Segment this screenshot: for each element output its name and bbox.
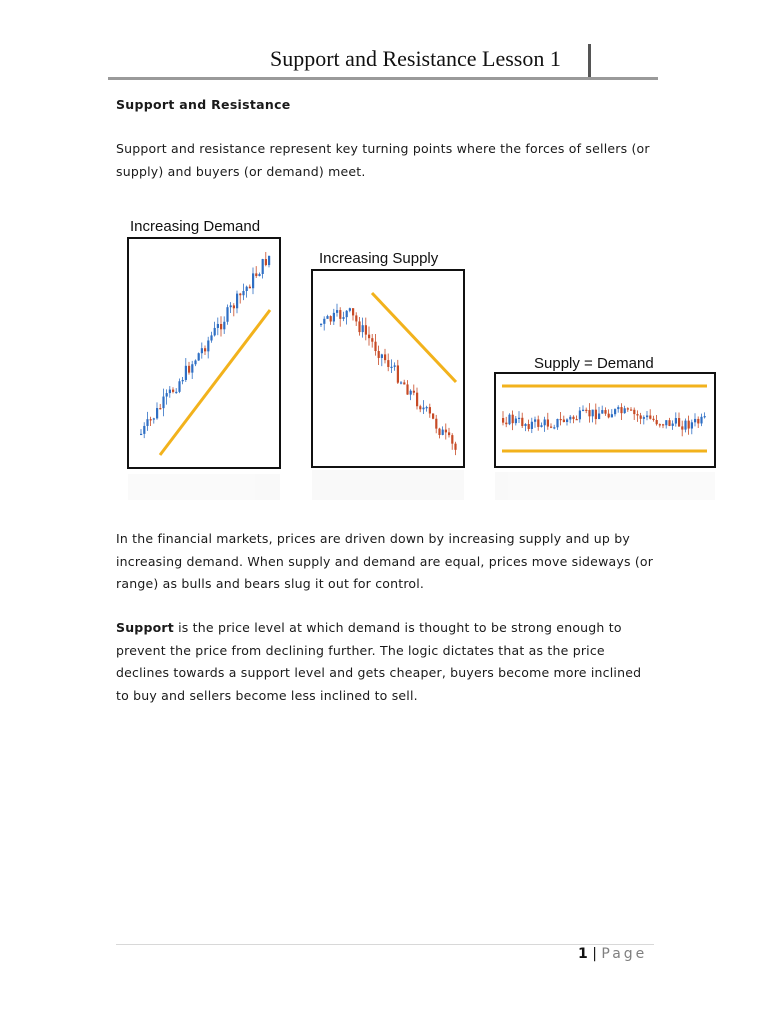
supply-candle bbox=[333, 313, 335, 322]
range-candle bbox=[620, 407, 622, 413]
demand-candle bbox=[255, 273, 257, 276]
range-candle bbox=[675, 418, 677, 424]
supply-candle bbox=[368, 335, 370, 339]
supply-candle bbox=[346, 311, 348, 317]
demand-candle bbox=[143, 426, 145, 434]
range-candle bbox=[544, 419, 546, 425]
supply-candle bbox=[320, 324, 322, 325]
supply-candle bbox=[365, 325, 367, 334]
supply-candle bbox=[394, 365, 396, 366]
support-term: Support bbox=[116, 620, 174, 635]
demand-candle bbox=[210, 335, 212, 340]
demand-candle bbox=[246, 287, 248, 291]
range-candle bbox=[662, 424, 664, 425]
range-candle bbox=[592, 410, 594, 417]
supply-candle bbox=[410, 391, 412, 395]
range-candle bbox=[521, 418, 523, 426]
range-candle bbox=[528, 424, 530, 429]
panel-title-supply-equals-demand: Supply = Demand bbox=[534, 355, 654, 372]
range-candle bbox=[697, 419, 699, 424]
demand-candle bbox=[153, 418, 155, 419]
range-candle bbox=[630, 410, 632, 411]
supply-candle bbox=[454, 444, 456, 450]
demand-candle bbox=[146, 419, 148, 426]
demand-candle bbox=[172, 390, 174, 392]
supply-candle bbox=[387, 360, 389, 367]
supply-candle bbox=[413, 391, 415, 393]
demand-candle bbox=[217, 324, 219, 328]
range-candle bbox=[537, 419, 539, 427]
range-candle bbox=[640, 415, 642, 418]
demand-candle bbox=[265, 259, 267, 265]
supply-candle bbox=[419, 406, 421, 409]
demand-candle bbox=[220, 324, 222, 329]
supply-candle bbox=[352, 308, 354, 315]
range-candle bbox=[556, 419, 558, 427]
demand-candle bbox=[252, 273, 254, 288]
range-candle bbox=[502, 418, 504, 423]
range-candle bbox=[633, 410, 635, 414]
page-label: Page bbox=[601, 946, 648, 962]
supply-candle bbox=[371, 338, 373, 342]
range-candle bbox=[704, 416, 706, 417]
supply-candle bbox=[429, 407, 431, 413]
panel-frame-increasing-demand bbox=[128, 238, 280, 468]
supply-candle bbox=[349, 308, 351, 311]
demand-candle bbox=[214, 328, 216, 335]
supply-candle bbox=[336, 310, 338, 313]
range-candle bbox=[512, 415, 514, 423]
range-candle bbox=[691, 422, 693, 428]
demand-candle bbox=[169, 390, 171, 393]
range-candle bbox=[598, 414, 600, 420]
range-candle bbox=[588, 410, 590, 416]
supply-candle bbox=[323, 319, 325, 324]
range-candle bbox=[508, 415, 510, 424]
demand-candle bbox=[185, 366, 187, 380]
supply-candle bbox=[422, 408, 424, 410]
supply-candle bbox=[400, 382, 402, 383]
demand-candle bbox=[194, 360, 196, 364]
supply-candle bbox=[406, 384, 408, 394]
page-footer bbox=[578, 946, 647, 962]
section-heading: Support and Resistance bbox=[116, 97, 291, 112]
demand-candle bbox=[239, 294, 241, 296]
range-candle bbox=[582, 410, 584, 411]
page-separator: | bbox=[592, 946, 597, 962]
range-candle bbox=[576, 419, 578, 420]
demand-candle bbox=[262, 259, 264, 274]
intro-paragraph: Support and resistance represent key turning points where the forces of sellers (or supply) and buyers (or demand) meet. bbox=[116, 141, 650, 179]
demand-candle bbox=[233, 305, 235, 308]
panel-title-increasing-demand: Increasing Demand bbox=[130, 218, 261, 235]
demand-candle bbox=[230, 305, 232, 307]
markets-paragraph: In the financial markets, prices are driven down by increasing supply and up by increasing demand. When supply and demand are equal, prices move sideways (or range) as bulls and bears slug it out for control. bbox=[116, 531, 654, 591]
range-candle bbox=[646, 415, 648, 417]
range-candle bbox=[579, 411, 581, 420]
supply-candle bbox=[448, 432, 450, 435]
range-candle bbox=[505, 423, 507, 425]
demand-candle bbox=[207, 340, 209, 351]
range-candle bbox=[643, 417, 645, 419]
supply-candle bbox=[358, 321, 360, 332]
range-candle bbox=[652, 419, 654, 420]
supply-candle bbox=[403, 382, 405, 384]
supply-demand-figure bbox=[118, 206, 720, 506]
range-candle bbox=[627, 408, 629, 409]
demand-candle bbox=[150, 419, 152, 420]
supply-candle bbox=[445, 430, 447, 433]
demand-candle bbox=[226, 307, 228, 322]
demand-candle bbox=[204, 348, 206, 351]
range-candle bbox=[601, 410, 603, 413]
supply-candle bbox=[442, 430, 444, 435]
supply-candle bbox=[374, 342, 376, 351]
supply-candle bbox=[390, 367, 392, 368]
range-candle bbox=[608, 414, 610, 418]
range-candle bbox=[694, 419, 696, 422]
range-candle bbox=[534, 419, 536, 421]
demand-candle bbox=[191, 364, 193, 372]
range-candle bbox=[518, 418, 520, 419]
demand-candle bbox=[249, 287, 251, 289]
range-candle bbox=[636, 414, 638, 415]
range-candle bbox=[531, 422, 533, 429]
supply-candle bbox=[378, 351, 380, 358]
range-candle bbox=[604, 410, 606, 414]
range-candle bbox=[672, 424, 674, 426]
range-candle bbox=[659, 424, 661, 425]
header-vertical-bar bbox=[588, 44, 591, 78]
demand-candle bbox=[258, 274, 260, 276]
range-candle bbox=[595, 410, 597, 419]
demand-candle bbox=[268, 256, 270, 265]
range-candle bbox=[678, 418, 680, 426]
demand-candle bbox=[223, 322, 225, 330]
demand-candle bbox=[188, 366, 190, 373]
supply-candle bbox=[362, 325, 364, 332]
range-candle bbox=[614, 409, 616, 414]
demand-candle bbox=[236, 294, 238, 309]
demand-candle bbox=[198, 353, 200, 360]
supply-candle bbox=[339, 310, 341, 319]
demand-candle bbox=[178, 381, 180, 392]
demand-candle bbox=[140, 434, 142, 435]
support-definition: is the price level at which demand is thought to be strong enough to prevent the price from declining further. The logic dictates that as the price declines towards a support level and gets cheaper, buyers become more inclined to buy and sellers become less inclined to sell. bbox=[116, 620, 642, 703]
demand-candle bbox=[166, 393, 168, 396]
footer-rule bbox=[116, 944, 654, 945]
range-candle bbox=[681, 426, 683, 429]
panel-title-increasing-supply: Increasing Supply bbox=[319, 250, 439, 267]
range-candle bbox=[547, 419, 549, 426]
supply-candle bbox=[342, 317, 344, 319]
page-header-title: Support and Resistance Lesson 1 bbox=[270, 46, 561, 71]
supply-candle bbox=[435, 419, 437, 429]
demand-candle bbox=[175, 392, 177, 393]
range-candle bbox=[563, 420, 565, 422]
supply-candle bbox=[397, 365, 399, 382]
range-candle bbox=[665, 420, 667, 425]
range-candle bbox=[688, 421, 690, 429]
range-candle bbox=[524, 424, 526, 426]
header-rule bbox=[108, 77, 658, 80]
range-candle bbox=[700, 417, 702, 424]
demand-candle bbox=[182, 380, 184, 381]
demand-candle bbox=[159, 408, 161, 409]
supply-candle bbox=[330, 316, 332, 321]
range-candle bbox=[585, 410, 587, 411]
range-candle bbox=[560, 419, 562, 420]
supply-candle bbox=[451, 435, 453, 444]
range-candle bbox=[624, 408, 626, 413]
demand-candle bbox=[201, 348, 203, 353]
supply-candle bbox=[438, 429, 440, 435]
range-candle bbox=[566, 419, 568, 422]
range-candle bbox=[649, 415, 651, 418]
range-candle bbox=[515, 419, 517, 424]
support-paragraph bbox=[116, 617, 656, 707]
reflection-strip bbox=[128, 470, 715, 500]
demand-candle bbox=[242, 291, 244, 295]
demand-candle bbox=[156, 408, 158, 418]
page-number: 1 bbox=[578, 946, 588, 962]
range-candle bbox=[617, 407, 619, 409]
range-candle bbox=[550, 427, 552, 428]
demand-candle bbox=[162, 397, 164, 409]
range-candle bbox=[611, 414, 613, 417]
supply-candle bbox=[432, 414, 434, 419]
supply-candle bbox=[416, 393, 418, 407]
supply-candle bbox=[426, 407, 428, 408]
range-candle bbox=[684, 421, 686, 430]
range-candle bbox=[668, 420, 670, 426]
range-candle bbox=[572, 417, 574, 419]
range-candle bbox=[656, 420, 658, 424]
range-candle bbox=[569, 417, 571, 420]
supply-candle bbox=[381, 354, 383, 358]
supply-candle bbox=[384, 354, 386, 360]
range-candle bbox=[540, 425, 542, 427]
supply-candle bbox=[326, 316, 328, 319]
supply-candle bbox=[355, 315, 357, 321]
range-candle bbox=[553, 427, 555, 428]
